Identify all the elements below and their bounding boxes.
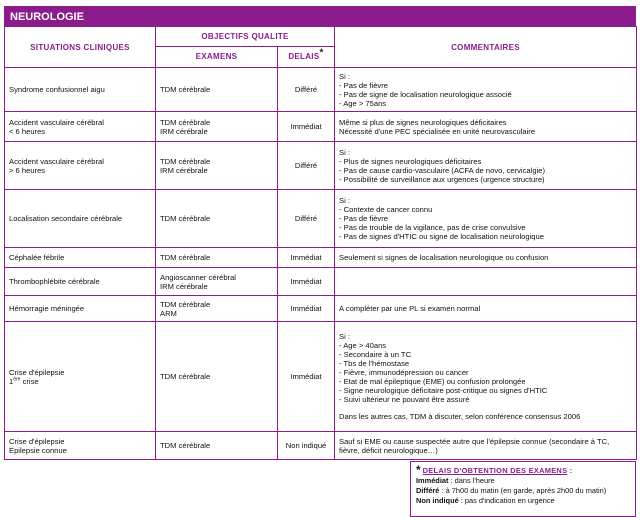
- legend-sep: :: [448, 476, 455, 485]
- header-commentaires: COMMENTAIRES: [335, 27, 637, 68]
- legend-sep: :: [439, 486, 446, 495]
- exams-cell: [156, 142, 278, 190]
- exam-line: TDM cérébrale: [160, 85, 211, 94]
- table-row: [5, 432, 637, 460]
- exams-cell: [156, 432, 278, 460]
- legend-item-immediat: [416, 476, 630, 486]
- legend-title-colon: :: [567, 466, 573, 475]
- situation-line: Thrombophlébite cérébrale: [9, 277, 100, 286]
- situation-line: < 6 heures: [9, 126, 46, 136]
- comment-line: - Age > 40ans: [339, 341, 387, 350]
- situation-line: [9, 377, 151, 386]
- comment-line: - Secondaire à un TC: [339, 350, 412, 359]
- comment-line: - Pas de fièvre: [339, 80, 388, 90]
- comment-line: Si :: [339, 332, 350, 341]
- exam-line: IRM cérébrale: [160, 281, 208, 291]
- situation-cell: [5, 248, 156, 268]
- delay-cell: Non indiqué: [278, 432, 335, 460]
- header-examens: EXAMENS: [156, 46, 278, 67]
- comment-line: - Pas de fièvre: [339, 214, 388, 223]
- comment-line: Si :: [339, 71, 350, 81]
- situation-cell: [5, 322, 156, 432]
- comments-cell: [335, 142, 637, 190]
- delais-footnote-mark: *: [319, 47, 324, 59]
- legend-heading: [416, 465, 630, 476]
- legend-title: DELAIS D'OBTENTION DES EXAMENS: [422, 466, 568, 475]
- situation-line: Syndrome confusionnel aigu: [9, 85, 105, 94]
- exam-line: IRM cérébrale: [160, 165, 208, 175]
- comments-cell: [335, 112, 637, 142]
- crisis-number: 1: [9, 376, 14, 386]
- comment-line: fièvre, déficit neurologique…): [339, 445, 438, 455]
- exam-line: TDM cérébrale: [160, 117, 211, 127]
- comment-line: - Pas de signe de localisation neurologique associé: [339, 89, 512, 99]
- comments-cell: [335, 296, 637, 322]
- legend-term: Différé: [416, 486, 440, 495]
- header-objectifs: OBJECTIFS QUALITE: [156, 27, 335, 47]
- situation-line: Accident vasculaire cérébral: [9, 156, 104, 166]
- comment-line: - Possibilité de surveillance aux urgences (urgence structure): [339, 174, 545, 184]
- exam-line: IRM cérébrale: [160, 126, 208, 136]
- situation-cell: [5, 296, 156, 322]
- table-row: [5, 268, 637, 296]
- situation-line: Crise d'épilepsie: [9, 367, 65, 377]
- situation-cell: [5, 142, 156, 190]
- exams-cell: [156, 268, 278, 296]
- neurologie-page: [4, 6, 636, 505]
- legend-term: Non indiqué: [416, 496, 459, 505]
- situation-line: Hémorragie méningée: [9, 304, 85, 313]
- situation-line: Epilepsie connue: [9, 445, 67, 455]
- exams-cell: [156, 296, 278, 322]
- table-row: [5, 322, 637, 432]
- table-row: [5, 248, 637, 268]
- situation-cell: [5, 190, 156, 248]
- comment-spacer: [339, 404, 632, 412]
- delay-cell: Immédiat: [278, 322, 335, 432]
- header-delais: [278, 46, 335, 67]
- exam-line: TDM cérébrale: [160, 372, 211, 381]
- comment-line: - Etat de mal épileptique (EME) ou confusion prolongée: [339, 377, 526, 386]
- crisis-word: crise: [20, 376, 39, 386]
- delay-cell: Immédiat: [278, 296, 335, 322]
- delays-legend: [410, 461, 636, 517]
- situation-line: Localisation secondaire cérébrale: [9, 214, 123, 223]
- table-row: [5, 142, 637, 190]
- exam-line: Angioscanner cérébral: [160, 272, 236, 282]
- exams-cell: [156, 112, 278, 142]
- legend-desc: pas d'indication en urgence: [464, 496, 555, 505]
- situation-line: Accident vasculaire cérébral: [9, 117, 104, 127]
- delay-cell: Différé: [278, 142, 335, 190]
- table-row: [5, 296, 637, 322]
- crisis-ordinal-suffix: ère: [13, 375, 21, 382]
- exams-cell: [156, 322, 278, 432]
- delay-cell: Différé: [278, 190, 335, 248]
- exams-cell: [156, 68, 278, 112]
- delay-cell: Différé: [278, 68, 335, 112]
- comments-cell: [335, 68, 637, 112]
- comment-line: - Plus de signes neurologiques déficitaires: [339, 156, 482, 166]
- situation-cell: [5, 432, 156, 460]
- exam-line: TDM cérébrale: [160, 441, 211, 450]
- comments-cell: [335, 190, 637, 248]
- legend-desc: dans l'heure: [454, 476, 495, 485]
- comment-line: Dans les autres cas, TDM à discuter, selon conférence consensus 2006: [339, 412, 581, 421]
- comments-cell: [335, 268, 637, 296]
- table-row: [5, 68, 637, 112]
- header-delais-label: DELAIS: [288, 52, 320, 62]
- legend-item-differe: [416, 486, 630, 496]
- delay-cell: Immédiat: [278, 112, 335, 142]
- comment-line: Sauf si EME ou cause suspectée autre que l'épilepsie connue (secondaire à TC,: [339, 436, 610, 446]
- situation-line: Céphalée fébrile: [9, 253, 65, 262]
- comment-line: Si :: [339, 196, 350, 205]
- comments-cell: [335, 248, 637, 268]
- comment-line: - Signe neurologique déficitaire post-critique ou signes d'HTIC: [339, 386, 548, 395]
- header-situations: SITUATIONS CLINIQUES: [5, 27, 156, 68]
- comment-line: - Tbs de l'hémostase: [339, 359, 410, 368]
- comment-line: - Pas de signes d'HTIC ou signe de localisation neurologique: [339, 232, 544, 241]
- section-title: NEUROLOGIE: [4, 6, 636, 26]
- legend-star-mark: *: [416, 463, 421, 477]
- comments-cell: [335, 432, 637, 460]
- situation-line: > 6 heures: [9, 165, 46, 175]
- exams-cell: [156, 248, 278, 268]
- comment-line: - Pas de cause cardio-vasculaire (ACFA de novo, cervicalgie): [339, 165, 545, 175]
- comment-line: - Suivi ultérieur ne pouvant être assuré: [339, 395, 470, 404]
- comment-line: - Contexte de cancer connu: [339, 205, 433, 214]
- exams-cell: [156, 190, 278, 248]
- comment-line: Seulement si signes de localisation neurologique ou confusion: [339, 253, 549, 262]
- exam-line: TDM cérébrale: [160, 214, 211, 223]
- exam-line: TDM cérébrale: [160, 156, 211, 166]
- comment-line: - Fièvre, immunodépression ou cancer: [339, 368, 469, 377]
- legend-desc: à 7h00 du matin (en garde, après 2h00 du matin): [445, 486, 607, 495]
- legend-term: Immédiat: [416, 476, 449, 485]
- comment-line: - Age > 75ans: [339, 98, 387, 108]
- situation-cell: [5, 112, 156, 142]
- exam-line: TDM cérébrale: [160, 299, 211, 309]
- comment-line: A compléter par une PL si examen normal: [339, 304, 481, 313]
- comments-cell: [335, 322, 637, 432]
- comment-line: Si :: [339, 147, 350, 157]
- delay-cell: Immédiat: [278, 268, 335, 296]
- comment-line: - Pas de trouble de la vigilance, pas de crise convulsive: [339, 223, 526, 232]
- neurology-table: [4, 26, 637, 460]
- comment-line: Même si plus de signes neurologiques déficitaires: [339, 117, 507, 127]
- situation-cell: [5, 68, 156, 112]
- legend-item-non-indique: [416, 496, 630, 506]
- delay-cell: Immédiat: [278, 248, 335, 268]
- table-row: [5, 112, 637, 142]
- situation-cell: [5, 268, 156, 296]
- exam-line: ARM: [160, 308, 177, 318]
- legend-sep: :: [458, 496, 465, 505]
- table-row: [5, 190, 637, 248]
- comment-line: Nécessité d'une PEC spécialisée en unité neurovasculaire: [339, 126, 536, 136]
- situation-line: Crise d'épilepsie: [9, 436, 65, 446]
- exam-line: TDM cérébrale: [160, 253, 211, 262]
